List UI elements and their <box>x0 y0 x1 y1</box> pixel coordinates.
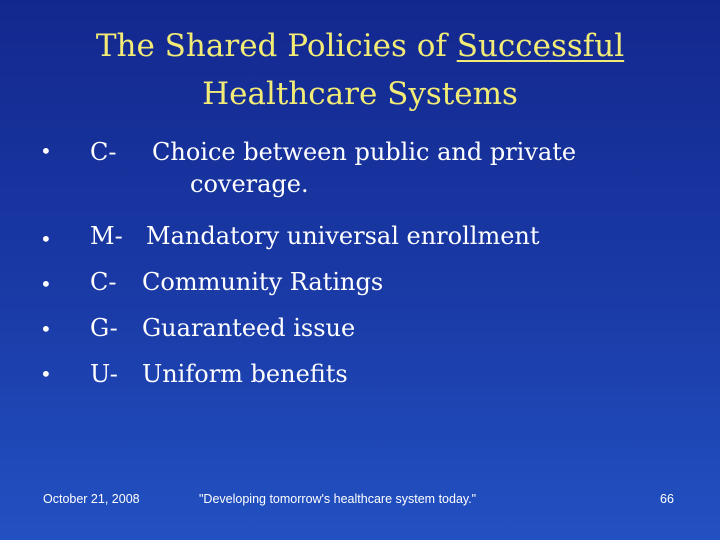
item-text: Uniform benefits <box>142 360 348 388</box>
item-text: Choice between public and private <box>152 138 577 166</box>
list-item-2 <box>90 221 540 251</box>
item-code: G- <box>90 314 118 342</box>
item-code: C- <box>90 268 117 296</box>
item-text: Community Ratings <box>142 268 384 296</box>
item-code: U- <box>90 360 118 388</box>
list-item-3 <box>90 267 383 297</box>
bullet-2: • <box>40 227 52 251</box>
list-item-5 <box>90 359 348 389</box>
item-code: C- <box>90 138 117 166</box>
slide-title <box>20 22 700 118</box>
list-item-1 <box>90 137 577 198</box>
bullet-3: • <box>40 272 52 296</box>
title-underlined-word: Successful <box>456 28 625 64</box>
bullet-5: • <box>40 362 52 386</box>
title-prefix: The Shared Policies of <box>95 28 457 64</box>
bullet-1: • <box>40 139 52 163</box>
item-text: Mandatory universal enrollment <box>146 222 540 250</box>
list-item-4 <box>90 313 355 343</box>
footer-tagline: "Developing tomorrow's healthcare system today." <box>199 492 477 506</box>
item-text: Guaranteed issue <box>142 314 356 342</box>
item-continuation: coverage. <box>190 170 309 198</box>
bullet-4: • <box>40 317 52 341</box>
page-number: 66 <box>660 492 674 506</box>
title-line-1 <box>20 22 700 70</box>
footer-date: October 21, 2008 <box>43 492 140 506</box>
item-code: M- <box>90 222 123 250</box>
title-line-2: Healthcare Systems <box>202 76 518 112</box>
